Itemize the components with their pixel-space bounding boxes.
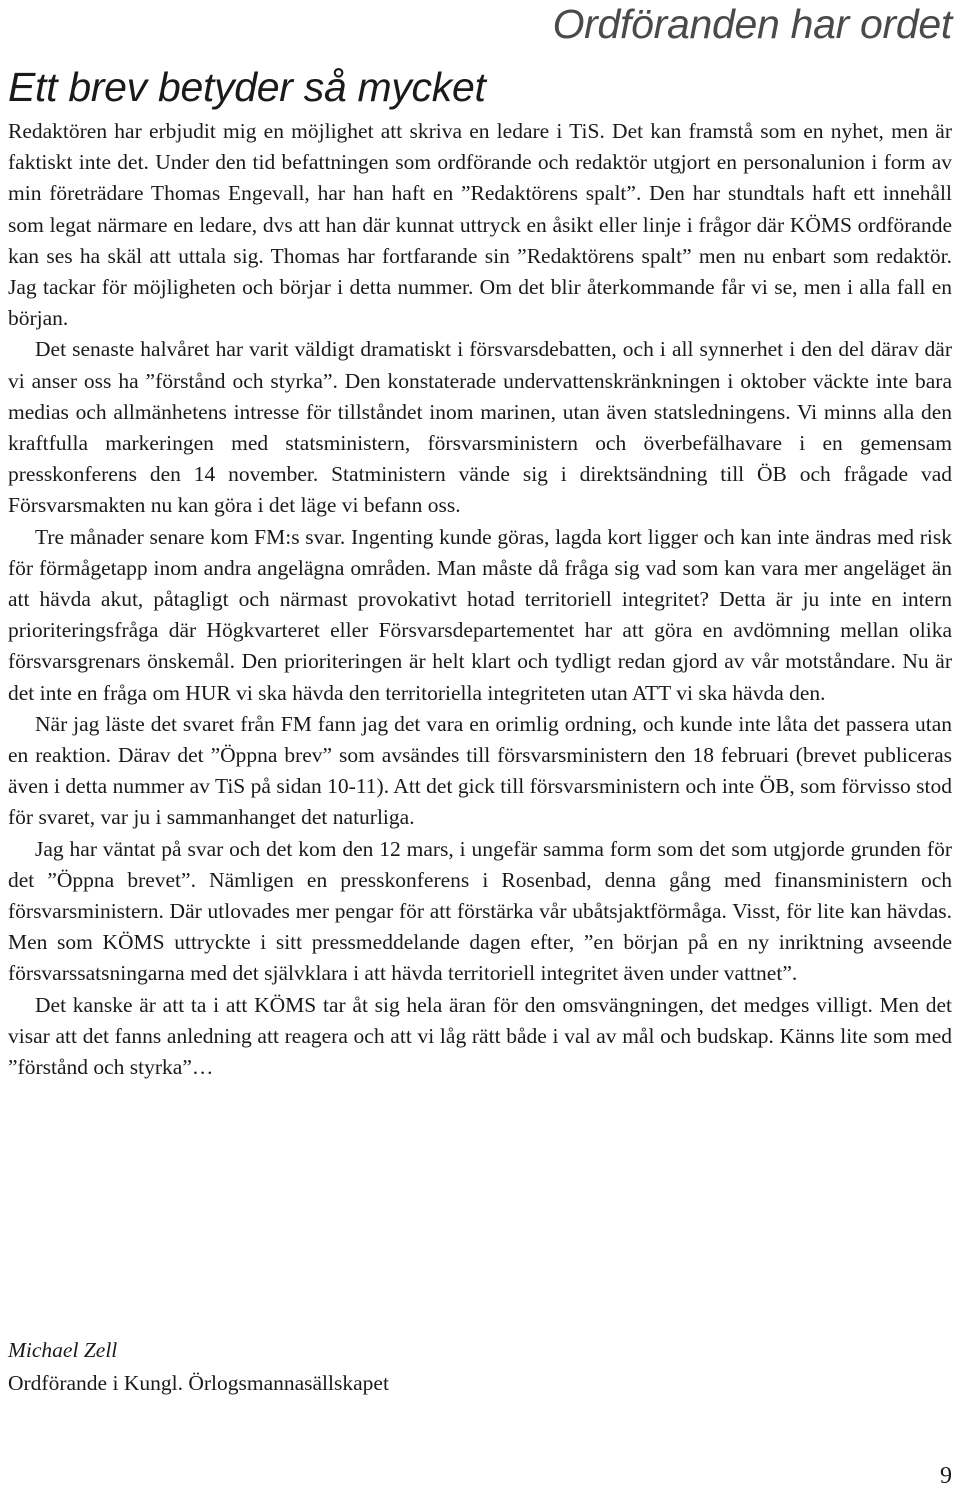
paragraph-5: Jag har väntat på svar och det kom den 12 mars, i ungefär samma form som det som utgjorde grunden för det ”Öppna brevet”. Nämligen en presskonferens i Rosenbad, denna gång med finansministern och försvarsministern. Där utlovades mer pengar för att förstärka vår ubåtsjaktförmåga. Visst, för lite kan hävdas. Men som KÖMS uttryckte i sitt pressmeddelande dagen efter, ”en början på en ny inriktning avseende försvarssatsningarna med det självklara i att hävda territoriell integritet även under vattnet”.: [8, 836, 952, 986]
page-number: 9: [940, 1463, 952, 1489]
paragraph-2: Det senaste halvåret har varit väldigt dramatiskt i försvarsdebatten, och i all synnerhet i den del därav där vi anser oss ha ”förstånd och styrka”. Den konstaterade undervattenskränkningen i oktober väckte inte bara medias och allmänhetens intresse för tillståndet inom marinen, utan även statsledningens. Vi minns alla den kraftfulla markeringen med statsministern, försvarsministern och överbefälhavare i en gemensam presskonferens den 14 november. Statministern vände sig i direktsändning till ÖB och frågade vad Försvarsmakten nu kan göra i det läge vi befann oss.: [8, 337, 952, 518]
article-body: [8, 116, 952, 1083]
signature-name: Michael Zell: [8, 1338, 118, 1362]
paragraph-4: När jag läste det svaret från FM fann jag det vara en orimlig ordning, och kunde inte låta det passera utan en reaktion. Därav det ”Öppna brev” som avsändes till försvarsministern den 18 februari (brevet publiceras även i detta nummer av TiS på sidan 10-11). Att det gick till försvarsministern och inte ÖB, som förvisso stod för svaret, var ju i sammanhanget det naturliga.: [8, 711, 952, 830]
signature-role: Ordförande i Kungl. Örlogsmannasällskapet: [8, 1371, 389, 1395]
paragraph-6: Det kanske är att ta i att KÖMS tar åt sig hela äran för den omsvängningen, det medges villigt. Men det visar att det fanns anledning att reagera och att vi låg rätt både i val av mål och budskap. Känns lite som med ”förstånd och styrka”…: [8, 992, 952, 1080]
paragraph-3: Tre månader senare kom FM:s svar. Ingenting kunde göras, lagda kort ligger och kan inte ändras med risk för förmågetapp inom andra angelägna områden. Man måste då fråga sig vad som kan vara mer angeläget än att hävda akut, påtagligt och närmast provokativt hotad territoriell integritet? Detta är ju inte en intern prioriteringsfråga där Högkvarteret eller Försvarsdepartementet har att göra en avdömning mellan olika försvarsgrenars önskemål. Den prioriteringen är helt klart och tydligt redan gjord av vår motståndare. Nu är det inte en fråga om HUR vi ska hävda den territoriella integriteten utan ATT vi ska hävda den.: [8, 524, 952, 705]
paragraph-1: Redaktören har erbjudit mig en möjlighet att skriva en ledare i TiS. Det kan framstå som en nyhet, men är faktiskt inte det. Under den tid befattningen som ordförande och redaktör utgjort en personalunion i form av min företrädare Thomas Engevall, har han haft en ”Redaktörens spalt”. Den har stundtals haft ett innehåll som legat närmare en ledare, dvs att han där kunnat uttryck en åsikt eller linje i frågor där KÖMS ordförande kan ses ha skäl att uttala sig. Thomas har fortfarande sin ”Redaktörens spalt” men nu enbart som redaktör. Jag tackar för möjligheten och börjar i detta nummer. Om det blir återkommande får vi se, men i alla fall en början.: [8, 119, 952, 331]
signature: [8, 1334, 389, 1400]
article-title: Ett brev betyder så mycket: [8, 64, 486, 110]
section-header: Ordföranden har ordet: [552, 1, 952, 47]
